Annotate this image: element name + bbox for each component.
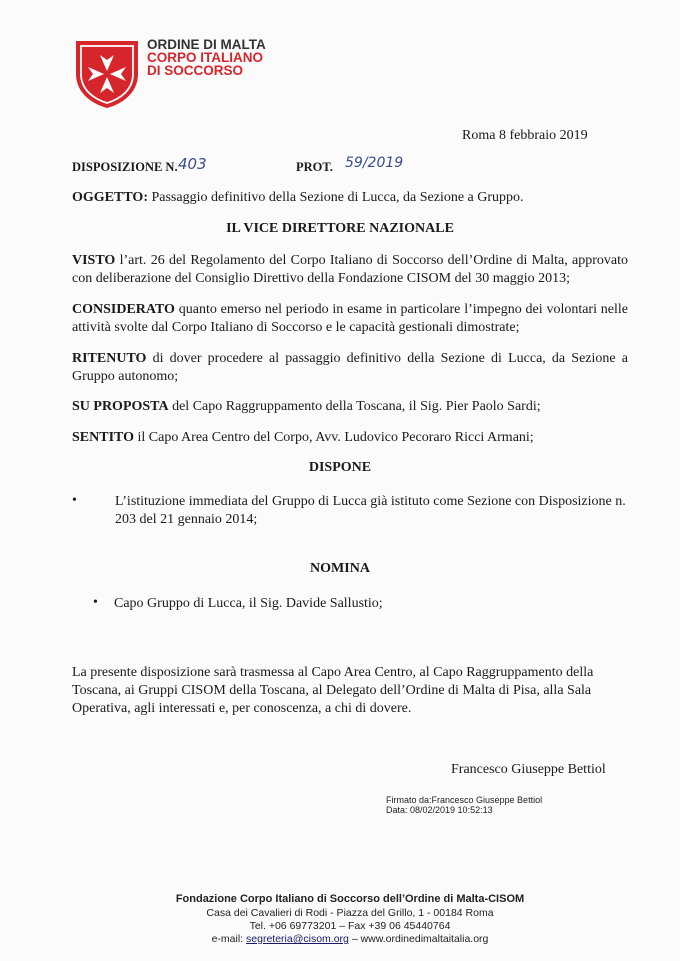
oggetto-label: OGGETTO: bbox=[72, 190, 148, 205]
footer-email-link[interactable]: segreteria@cisom.org bbox=[246, 933, 349, 945]
dispone-item: L’istituzione immediata del Gruppo di Lucca già istituto come Sezione con Disposizione n. 203 del 21 gennaio 2014; bbox=[115, 494, 626, 527]
disposizione-number-handwritten: 403 bbox=[178, 155, 207, 173]
prot-number-handwritten: 59/2019 bbox=[345, 155, 404, 171]
footer-phone: Tel. +06 69773201 – Fax +39 06 45440764 bbox=[249, 920, 451, 932]
premise-keyword: CONSIDERATO bbox=[72, 302, 175, 317]
dispone-heading: DISPONE bbox=[308, 460, 372, 475]
footer-email-label: e-mail: bbox=[211, 933, 244, 945]
premise-text: l’art. 26 del Regolamento del Corpo Italiano di Soccorso dell’Ordine di Malta, approvato con deliberazione del Consiglio Direttivo della Fondazione CISOM del 30 maggio 2013; bbox=[72, 253, 629, 286]
digital-signature-signer: Firmato da:Francesco Giuseppe Bettiol bbox=[386, 795, 543, 805]
premise-considerato bbox=[72, 301, 628, 337]
premise-sentito bbox=[72, 429, 628, 447]
premise-visto bbox=[72, 252, 628, 288]
logo-wordmark bbox=[147, 38, 266, 77]
footer-contacts bbox=[0, 933, 680, 946]
footer-title: Fondazione Corpo Italiano di Soccorso dell’Ordine di Malta-CISOM bbox=[175, 893, 525, 905]
premise-text: di dover procedere al passaggio definitivo della Sezione di Lucca, da Sezione a Gruppo autonomo; bbox=[72, 351, 628, 384]
premise-text: il Capo Area Centro del Corpo, Avv. Ludovico Pecoraro Ricci Armani; bbox=[137, 430, 534, 445]
oggetto-line bbox=[72, 189, 628, 207]
nomina-heading: NOMINA bbox=[310, 561, 370, 576]
premise-keyword: VISTO bbox=[72, 253, 116, 268]
premise-keyword: SU PROPOSTA bbox=[72, 399, 169, 414]
closing-paragraph: La presente disposizione sarà trasmessa al Capo Area Centro, al Capo Raggruppamento della Toscana, ai Gruppi CISOM della Toscana, al Delegato dell’Ordine di Malta di Pisa, alla Sala Operativa, agli interessati e, per conoscenza, a chi di dovere. bbox=[72, 665, 594, 716]
premise-text: del Capo Raggruppamento della Toscana, il Sig. Pier Paolo Sardi; bbox=[172, 399, 541, 414]
footer-website: – www.ordinedimaltaitalia.org bbox=[351, 933, 489, 945]
logo-line-rescue: DI SOCCORSO bbox=[147, 63, 244, 78]
prot-label: PROT. bbox=[296, 160, 333, 174]
logo-line-corps: CORPO ITALIANO bbox=[147, 50, 263, 65]
footer-address: Casa dei Cavalieri di Rodi - Piazza del Grillo, 1 - 00184 Roma bbox=[206, 907, 494, 919]
digital-signature-stamp bbox=[386, 795, 542, 815]
premise-ritenuto bbox=[72, 350, 628, 386]
nomina-item: Capo Gruppo di Lucca, il Sig. Davide Sallustio; bbox=[114, 596, 383, 611]
premise-keyword: RITENUTO bbox=[72, 351, 147, 366]
signer-name: Francesco Giuseppe Bettiol bbox=[451, 762, 606, 777]
document-title: IL VICE DIRETTORE NAZIONALE bbox=[226, 221, 454, 236]
order-of-malta-shield-logo bbox=[72, 38, 142, 110]
logo-line-order: ORDINE DI MALTA bbox=[147, 37, 266, 52]
digital-signature-date: Data: 08/02/2019 10:52:13 bbox=[386, 805, 493, 815]
bullet-icon: • bbox=[72, 493, 77, 508]
premise-su-proposta bbox=[72, 398, 628, 416]
premise-keyword: SENTITO bbox=[72, 430, 134, 445]
disposizione-label: DISPOSIZIONE N. bbox=[72, 160, 178, 174]
premise-text: quanto emerso nel periodo in esame in particolare l’impegno dei volontari nelle attività svolte dal Corpo Italiano di Soccorso e le capacità gestionali dimostrate; bbox=[72, 302, 628, 335]
oggetto-text: Passaggio definitivo della Sezione di Lucca, da Sezione a Gruppo. bbox=[151, 190, 524, 205]
bullet-icon: • bbox=[93, 595, 98, 610]
document-date: Roma 8 febbraio 2019 bbox=[462, 128, 588, 143]
